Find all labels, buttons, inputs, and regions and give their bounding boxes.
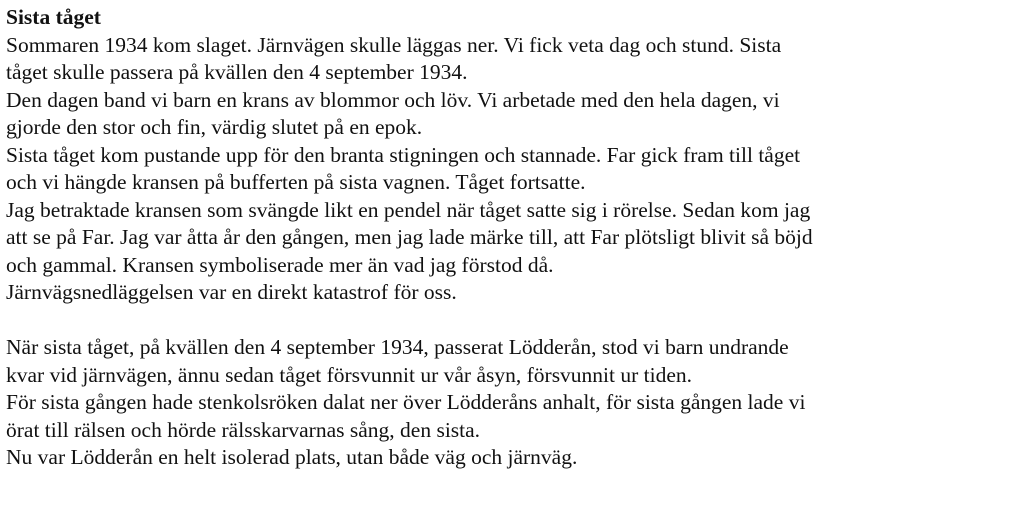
paragraph (6, 389, 1018, 444)
text-line: Sommaren 1934 kom slaget. Järnvägen skulle läggas ner. Vi fick veta dag och stund. Sista (6, 32, 782, 57)
text-line: Jag betraktade kransen som svängde likt en pendel när tåget satte sig i rörelse. Sedan kom jag (6, 197, 811, 222)
paragraph (6, 142, 1018, 197)
paragraph (6, 32, 1018, 87)
text-line: Sista tåget kom pustande upp för den branta stigningen och stannade. Far gick fram till tåget (6, 142, 801, 167)
paragraph (6, 87, 1018, 142)
text-line: att se på Far. Jag var åtta år den gången, men jag lade märke till, att Far plötsligt blivit så böjd (6, 225, 813, 249)
text-line: Den dagen band vi barn en krans av blommor och löv. Vi arbetade med den hela dagen, vi (6, 87, 780, 112)
text-line: kvar vid järnvägen, ännu sedan tåget försvunnit ur vår åsyn, försvunnit ur tiden. (6, 362, 693, 387)
text-line: tåget skulle passera på kvällen den 4 september 1934. (6, 60, 468, 84)
paragraph (6, 444, 1018, 472)
text-line: För sista gången hade stenkolsröken dalat ner över Lödderåns anhalt, för sista gången lade vi (6, 390, 806, 414)
paragraph (6, 197, 1018, 280)
text-line: och gammal. Kransen symboliserade mer än vad jag förstod då. (6, 252, 554, 277)
text-line: Järnvägsnedläggelsen var en direkt katastrof för oss. (6, 280, 457, 304)
paragraph (6, 334, 1018, 389)
paragraph-spacer (6, 307, 1018, 335)
paragraph (6, 279, 1018, 307)
text-line: När sista tåget, på kvällen den 4 september 1934, passerat Lödderån, stod vi barn undrande (6, 335, 789, 359)
document-title: Sista tåget (6, 5, 101, 29)
text-line: örat till rälsen och hörde rälsskarvarnas sång, den sista. (6, 417, 481, 442)
text-line: gjorde den stor och fin, värdig slutet på en epok. (6, 115, 423, 139)
text-line: Nu var Lödderån en helt isolerad plats, utan både väg och järnväg. (6, 445, 578, 469)
text-line: och vi hängde kransen på bufferten på sista vagnen. Tåget fortsatte. (6, 170, 586, 194)
